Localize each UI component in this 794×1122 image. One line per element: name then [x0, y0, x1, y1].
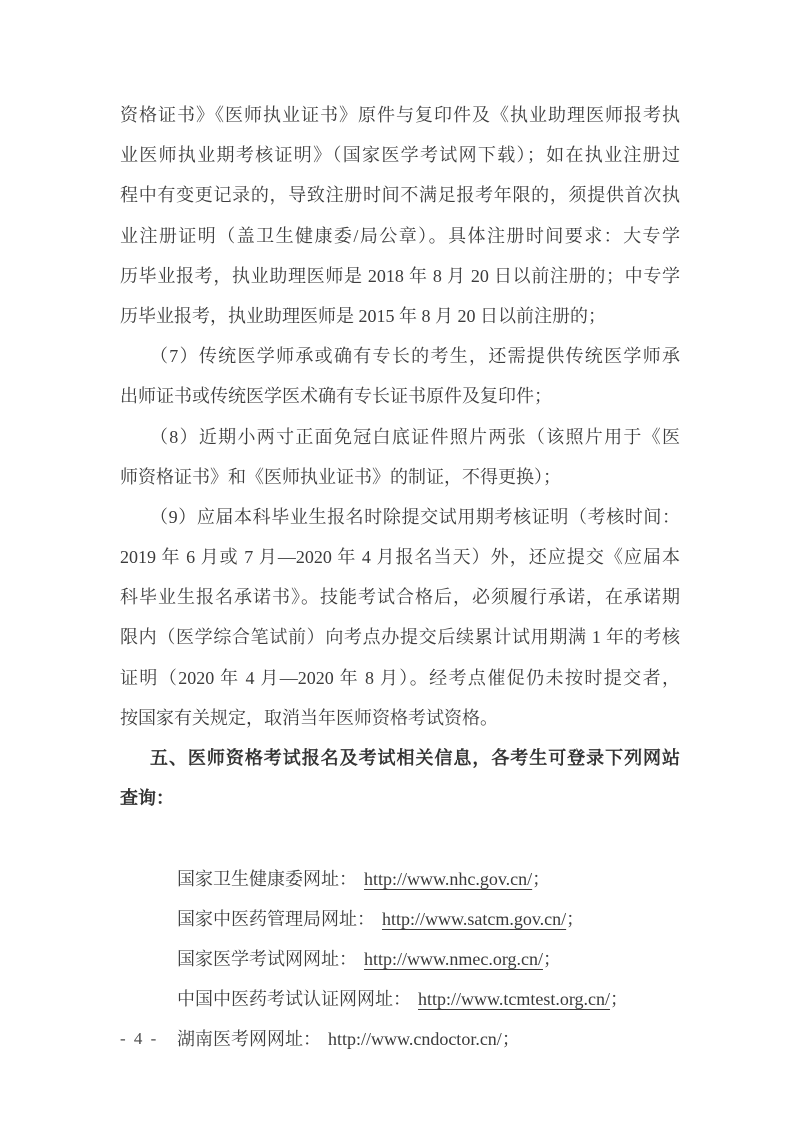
satcm-url-link[interactable]: http://www.satcm.gov.cn/	[382, 908, 567, 929]
link-separator: ；	[542, 948, 561, 969]
link-label: 中国中医药考试认证网网址：	[177, 989, 411, 1010]
text-line: （9）应届本科毕业生报名时除提交试用期考核证明（考核时间：	[150, 506, 680, 527]
paragraph-item-7	[120, 336, 680, 416]
text-line: 师资格证书》和《医师执业证书》的制证，不得更换）；	[120, 466, 561, 487]
cndoctor-url-link[interactable]: http://www.cndoctor.cn/	[328, 1029, 502, 1050]
text-line: 按国家有关规定，取消当年医师资格考试资格。	[120, 707, 498, 728]
link-label: 湖南医考网网址：	[177, 1029, 321, 1050]
website-link-list	[120, 818, 680, 1050]
text-line: 历毕业报考，执业助理医师是 2015 年 8 月 20 日以前注册的；	[120, 305, 606, 326]
text-line: 证明（2020 年 4 月—2020 年 8 月）。经考点催促仍未按时提交者，	[120, 667, 680, 688]
link-label: 国家医学考试网网址：	[177, 948, 357, 969]
link-separator: ；	[609, 989, 628, 1010]
text-line: 业注册证明（盖卫生健康委/局公章）。具体注册时间要求：大专学	[120, 225, 680, 246]
tcmtest-url-link[interactable]: http://www.tcmtest.org.cn/	[418, 989, 610, 1010]
text-line: 2019 年 6 月或 7 月—2020 年 4 月报名当天）外，还应提交《应届本	[120, 547, 680, 568]
paragraph-item-9	[120, 497, 680, 738]
text-line: 业医师执业期考核证明》（国家医学考试网下载）；如在执业注册过	[120, 145, 680, 166]
paragraph-registration-continuation	[120, 95, 680, 336]
heading-line: 五、医师资格考试报名及考试相关信息，各考生可登录下列网站	[150, 748, 680, 768]
text-line: 资格证书》《医师执业证书》原件与复印件及《执业助理医师报考执	[120, 105, 680, 125]
link-separator: ；	[501, 1029, 520, 1050]
link-separator: ；	[566, 908, 585, 929]
section-5-heading	[120, 738, 680, 818]
text-line: （7）传统医学师承或确有专长的考生，还需提供传统医学师承	[150, 346, 680, 367]
page-number: - 4 -	[120, 1029, 159, 1049]
heading-line: 查询：	[120, 788, 174, 809]
link-separator: ；	[532, 868, 551, 889]
text-line: 科毕业生报名承诺书》。技能考试合格后，必须履行承诺，在承诺期	[120, 587, 680, 608]
nmec-url-link[interactable]: http://www.nmec.org.cn/	[364, 948, 543, 969]
link-label: 国家中医药管理局网址：	[177, 908, 375, 929]
nhc-url-link[interactable]: http://www.nhc.gov.cn/	[364, 868, 533, 889]
paragraph-item-8	[120, 417, 680, 497]
text-line: 程中有变更记录的，导致注册时间不满足报考年限的，须提供首次执	[120, 185, 680, 206]
link-label: 国家卫生健康委网址：	[177, 868, 357, 889]
text-line: 出师证书或传统医学医术确有专长证书原件及复印件；	[120, 386, 552, 407]
link-line-nhc	[120, 818, 680, 889]
text-line: 限内（医学综合笔试前）向考点办提交后续累计试用期满 1 年的考核	[120, 627, 680, 648]
text-line: 历毕业报考，执业助理医师是 2018 年 8 月 20 日以前注册的；中专学	[120, 265, 680, 286]
text-line: （8）近期小两寸正面免冠白底证件照片两张（该照片用于《医	[150, 426, 680, 447]
